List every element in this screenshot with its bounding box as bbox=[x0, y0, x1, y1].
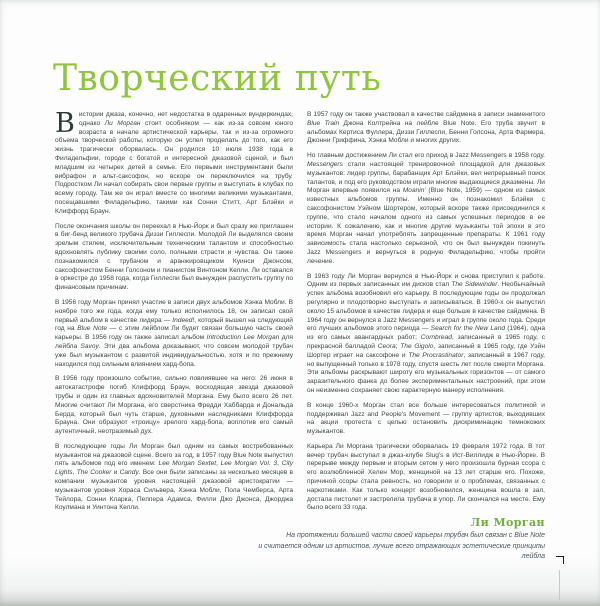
paragraph: Но главным достижением Ли стал его приход в Jazz Messengers в 1958 году. Messengers стали настоящей тренировочной площадкой для джазовых музыкантов: лидер группы, барабанщик Арт Блэйки, вел непрерывный поиск талантов, и под его руководством играли многие выдающиеся джазмены. Ли Морган впервые появился на Moanin' (Blue Note, 1959) — одном из самых известных альбомов группы. Именно он познакомил Блэйки с саксофонистом Уэйном Шортером, который вскоре также присоединился к группе, что стало началом одного из самых успешных периодов в ее истории. К сожалению, как и многие другие музыканты той эпохи в это время Морган начал употреблять запрещенные препараты. К 1961 году зависимость стала настолько серьезной, что он был вынужден покинуть Jazz Messengers и вернуться в родную Филадельфию, чтобы пройти лечение. bbox=[307, 152, 545, 265]
column-left bbox=[55, 108, 294, 563]
paragraph: Вистории джаза, конечно, нет недостатка в одаренных вундеркиндах, однако Ли Морган стоит особняком — как из-за совсем юного возраста в начале артистической карьеры, так и из-за огромного объема творческой работы, которую он успел проделать до того, как его жизнь трагически оборвалась. Он родился 10 июля 1938 года в Филадельфии, городе с богатой и интересной джазовой сценой, и был младшим из четырех детей в семье. Его первыми инструментами были вибрафон и альт-саксофон, но вскоре он переключился на трубу. Подростком Ли начал собирать свои первые группы и выступать в клубах по всему городу. Там же он играл вместе со многими великими музыкантами, посещавшими Филадельфию, такими как Сонни Ститт, Арт Блэйки и Клиффорд Браун. bbox=[55, 108, 293, 215]
paragraph: В 1963 году Ли Морган вернулся в Нью-Йорк и снова приступил к работе. Одним из первых записанных им дисков стал The Sidewinder. Необычайный успех альбома возобновил его карьеру. В последующие годы он продолжал регулярно и плодотворно выступать и записываться. В 1960-х он выпустил около 15 альбомов в качестве лидера и еще больше в качестве сайдмена. В 1964 году он вернулся в Jazz Messengers и играл в группе около года. Среди его лучших альбомов этого периода — Search for the New Land (1964), одна из его самых авангардных работ; Cornbread, записанный в 1965 году, с прекрасной балладой Ceora; The Gigolo, записанный в 1965 году, где Уэйн Шортер играет на саксофоне и The Procrastinator, записанный в 1967 году, но выпущенный только в 1978 году, спустя шесть лет после смерти Моргана. Эти альбомы раскрывают широту его музыкальных горизонтов — от самого заразительного фанка до более экспериментальных настроений, при этом он неизменно сохраняет свою характерную манеру исполнения. bbox=[307, 272, 545, 394]
page-title: Творческий путь bbox=[53, 58, 382, 99]
photo-caption bbox=[241, 531, 545, 563]
caption-line-2: и считается одним из артистов, лучше всего отражающих эстетические принципы лейбла bbox=[258, 542, 545, 561]
paragraph: В 1956 году Морган принял участие в записи двух альбомов Хэнка Мобли. В ноябре того же года, когда ему только исполнилось 18, он записал свой первый альбом в качестве лидера — Indeed!, который вышел на следующий год на Blue Note — с этим лейблом Ли будет связан большую часть своей карьеры. В 1956 году он также записал альбом Introduction Lee Morgan для лейбла Savoy. Эти два альбома доказывают, что совсем молодой трубач уже был музыкантом с развитой индивидуальностью, хотя и по прежнему находился под сильным влиянием хард-бопа. bbox=[55, 298, 293, 368]
paragraph: В последующие годы Ли Морган был одним из самых востребованных музыкантов на джазовой сцене. Всего за год, в 1957 году Blue Note выпустил пять альбомов под его именем: Lee Morgan Sextet, Lee Morgan Vol. 3, City Lights, The Cooker и Candy. Все они были записаны за несколько месяцев в компании музыкантов уровня настоящей джазовой аристократии — музыкантов уровня Хораса Сильвера, Хэнка Мобли, Пола Чемберса, Арта Тейлора, Сонни Кларка, Пеппера Адамса, Филли Джо Джонса, Джорджа Коулмана и Уинтона Келли. bbox=[55, 442, 294, 512]
paragraph: В 1956 году произошло событие, сильно повлиявшее на него: 26 июня в автокатастрофе погиб Клиффорд Браун, восходящая звезда джазовой трубы и один из главных вдохновителей Моргана. Ему было всего 26 лет. Многие считают Ли Моргана, его сверстника Фредди Хаббарда и Дональда Берда, который был чуть старше, духовными наследниками Клиффорда Брауна. Они образуют «троицу» зрелого хард-бопа, воплотив его самый аутентичный, неотразимый дух. bbox=[55, 375, 293, 436]
paragraph: В 1957 году он также участвовал в качестве сайдмена в записи знаменитого Blue Train Джона Колтрейна на лейбле Blue Note. Его труба звучит в альбомах Кертиса Фуллера, Диззи Гиллеспи, Бенни Голсона, Арта Фармера, Джонни Гриффина, Хэнка Мобли и многих других. bbox=[307, 111, 546, 145]
paragraph: Карьера Ли Моргана трагически оборвалась 19 февраля 1972 года. В тот вечер трубач выступал в джаз-клубе Slug's в Ист-Виллидж в Нью-Йорке. В перерыве между первым и вторым сетом у него произошла бурная ссора с его возлюбленной Хелен Мор, женщиной на 13 лет старше его. Похоже, причиной ссоры стала ревность, но говорили и о проблемах, связанных с наркотиками. Как только концерт возобновился, женщина вошла в зал, достала пистолет и застрелила трубача в упор. Ли скончался на месте. Ему было всего 33 года. bbox=[307, 442, 545, 512]
column-right bbox=[258, 111, 546, 563]
paragraph: В конце 1960-х Морган стал все больше интересоваться политикой и поддерживал Jazz and People's Movement — группу артистов, выходивших на акции протеста с целью остановить дискриминацию темнокожих музыкантов. bbox=[307, 401, 545, 436]
signature-lee-morgan: Ли Морган bbox=[470, 516, 545, 530]
text-columns bbox=[55, 108, 546, 563]
caption-line-1: На протяжении большей части своей карьеры трубач был связан с Blue Note bbox=[286, 532, 545, 540]
paragraph: После окончания школы он переехал в Нью-Йорк и был сразу же приглашен в биг-бенд великого трубача Диззи Гиллеспи. Молодой Ли выделялся своим зрелым стилем, исключительным техническим талантом и способностью вдохновлять публику своими соло, полными страсти и чувства. Он также познакомился с трубачом и аранжировщиком Куинси Джонсом, саксофонистом Бенни Голсоном и пианистом Винтоном Келли. Ли оставался в оркестре до 1958 года, когда Гиллеспи был вынужден распустить группу по финансовым причинам. bbox=[55, 222, 293, 292]
column-right-paragraphs bbox=[307, 111, 545, 513]
page-fold-line bbox=[559, 570, 560, 600]
crop-mark-icon bbox=[556, 556, 564, 564]
